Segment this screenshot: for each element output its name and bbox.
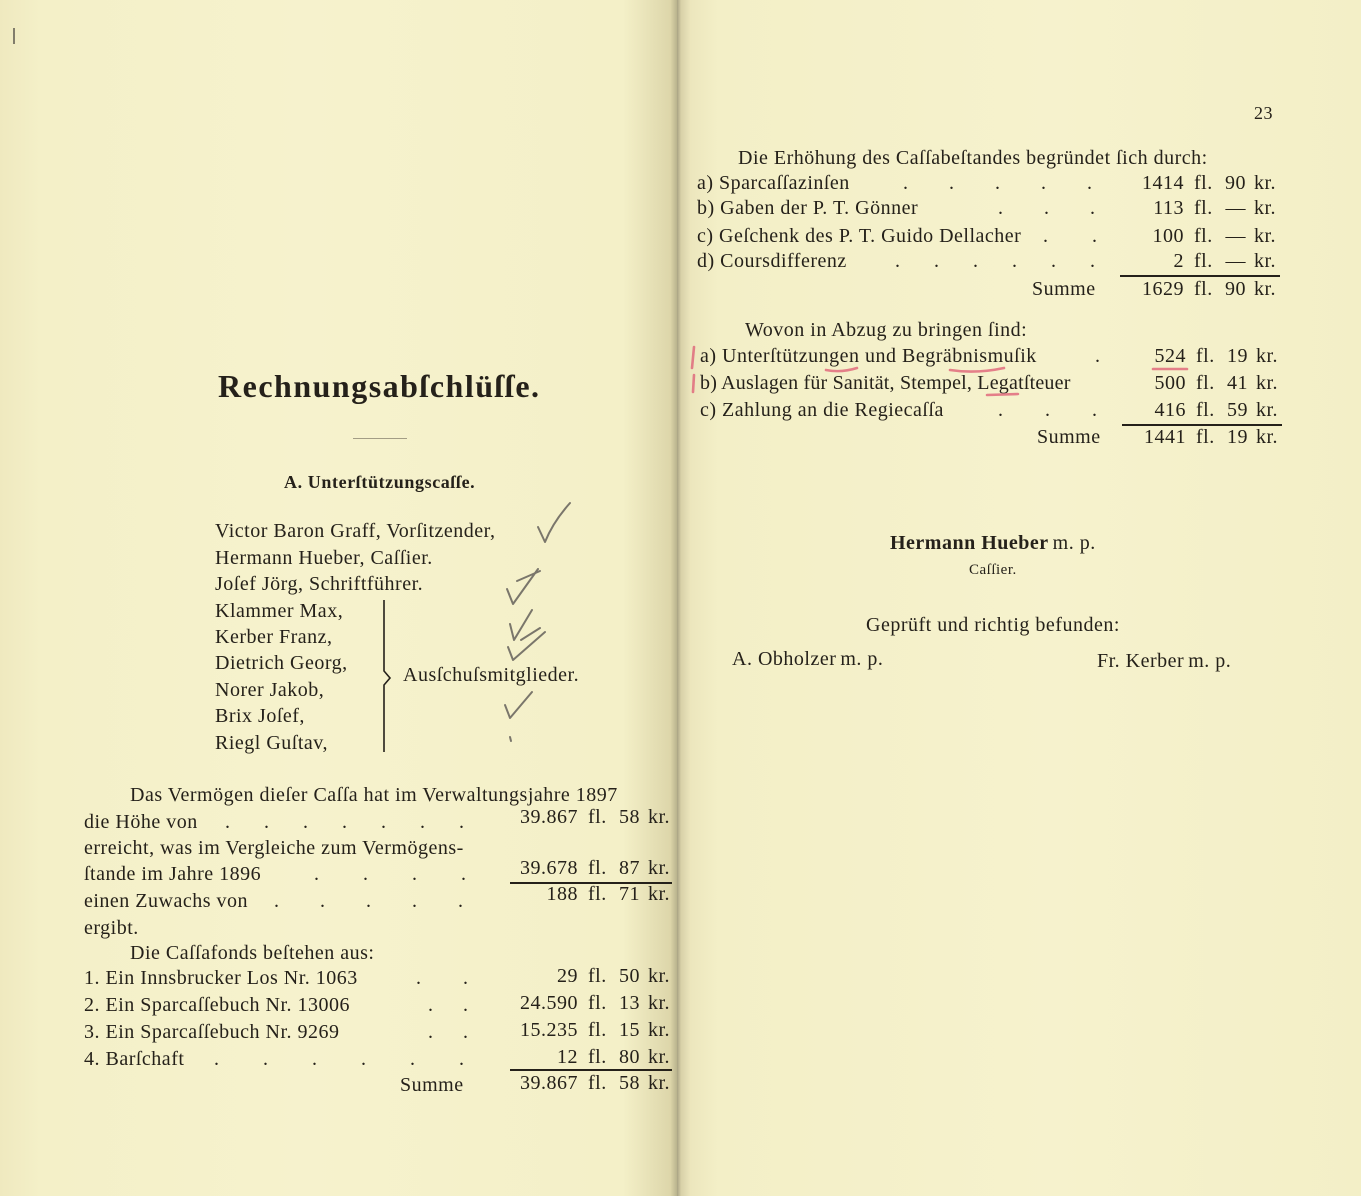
- kreuzer-unit: kr.: [648, 1046, 671, 1068]
- dot-leader: . . . .: [314, 863, 466, 885]
- assets-line-3: erreicht, was im Vergleiche zum Vermögens-: [84, 837, 464, 859]
- page-title: Rechnungsabſchlüſſe.: [218, 368, 541, 404]
- cashier-suffix: m. p.: [1052, 532, 1096, 554]
- kreuzer-unit: kr.: [1254, 250, 1277, 272]
- committee-member: Klammer Max,: [215, 600, 344, 622]
- dot-leader: .: [1095, 345, 1100, 367]
- funds-intro: Die Caſſafonds beſtehen aus:: [130, 942, 375, 964]
- gulden-unit: fl.: [1194, 172, 1213, 194]
- fund-amount: [498, 1018, 674, 1042]
- section-heading: A. Unterſtützungscaſſe.: [284, 472, 476, 492]
- officer-cashier: Hermann Hueber, Caſſier.: [215, 547, 433, 569]
- increase-sum-amount: [1104, 277, 1280, 301]
- gulden-value: 524: [1154, 345, 1186, 367]
- gulden-unit: fl.: [588, 1019, 607, 1041]
- kreuzer-unit: kr.: [648, 1019, 671, 1041]
- gulden-unit: fl.: [1196, 399, 1215, 421]
- gulden-unit: fl.: [588, 883, 607, 905]
- deduction-amount: [1106, 344, 1282, 368]
- kreuzer-value: 59: [1227, 399, 1248, 421]
- gulden-value: 188: [546, 883, 578, 905]
- committee-member: Riegl Guſtav,: [215, 732, 328, 754]
- kreuzer-unit: kr.: [648, 806, 671, 828]
- kreuzer-value: 41: [1227, 372, 1248, 394]
- dot-leader: . . .: [998, 197, 1095, 219]
- gulden-value: 113: [1153, 197, 1184, 219]
- gulden-value: 12: [557, 1046, 578, 1068]
- kreuzer-unit: kr.: [1256, 426, 1279, 448]
- amount-total-1897: [498, 805, 674, 829]
- kreuzer-value: 19: [1227, 426, 1248, 448]
- officer-secretary: Joſef Jörg, Schriftführer.: [215, 573, 424, 595]
- auditor-name: A. Obholzer: [732, 648, 837, 670]
- kreuzer-unit: kr.: [648, 992, 671, 1014]
- gulden-unit: fl.: [588, 857, 607, 879]
- kreuzer-value: 58: [619, 1072, 640, 1094]
- kreuzer-value: 50: [619, 965, 640, 987]
- gulden-unit: fl.: [1194, 225, 1213, 247]
- deduction-item: a) Unterſtützungen und Begräbnismuſik: [700, 345, 1037, 367]
- dot-leader: . . . . . .: [214, 1048, 464, 1070]
- cashier-signature: [890, 531, 1096, 555]
- gulden-unit: fl.: [1196, 372, 1215, 394]
- assets-line-5: einen Zuwachs von: [84, 890, 249, 912]
- gulden-value: 15.235: [520, 1019, 578, 1041]
- fund-item: 1. Ein Innsbrucker Los Nr. 1063: [84, 967, 358, 989]
- auditor-signature: [732, 647, 883, 671]
- kreuzer-unit: kr.: [648, 1072, 671, 1094]
- increase-item: d) Coursdifferenz: [697, 250, 847, 272]
- page-number: 23: [1254, 103, 1273, 123]
- increase-item: a) Sparcaſſazinſen: [697, 172, 850, 194]
- assets-line-2: die Höhe von: [84, 811, 198, 833]
- deduction-sum-label: Summe: [1037, 426, 1101, 448]
- increase-item: c) Geſchenk des P. T. Guido Dellacher: [697, 225, 1022, 247]
- gulden-unit: fl.: [1196, 345, 1215, 367]
- cashier-role: Caſſier.: [969, 562, 1017, 578]
- gulden-value: 39.867: [520, 1072, 578, 1094]
- cashier-name: Hermann Hueber: [890, 532, 1049, 554]
- officer-chairman: Victor Baron Graff, Vorſitzender,: [215, 520, 496, 542]
- gulden-unit: fl.: [588, 992, 607, 1014]
- gulden-value: 416: [1154, 399, 1186, 421]
- increase-sum-label: Summe: [1032, 278, 1096, 300]
- dot-leader: . . . . . . .: [225, 811, 464, 833]
- deduction-intro: Wovon in Abzug zu bringen ſind:: [745, 319, 1028, 341]
- kreuzer-value: 80: [619, 1046, 640, 1068]
- fund-item: 4. Barſchaft: [84, 1048, 185, 1070]
- kreuzer-value: 13: [619, 992, 640, 1014]
- gulden-value: 1441: [1144, 426, 1186, 448]
- kreuzer-value: —: [1225, 250, 1246, 272]
- fund-amount: [498, 964, 674, 988]
- increase-amount: [1104, 196, 1280, 220]
- kreuzer-value: 87: [619, 857, 640, 879]
- gulden-value: 2: [1173, 250, 1184, 272]
- kreuzer-value: 90: [1225, 172, 1246, 194]
- increase-item: b) Gaben der P. T. Gönner: [697, 197, 919, 219]
- dot-leader: . .: [428, 1021, 468, 1043]
- kreuzer-unit: kr.: [1254, 225, 1277, 247]
- kreuzer-value: 90: [1225, 278, 1246, 300]
- deduction-item: c) Zahlung an die Regiecaſſa: [700, 399, 944, 421]
- increase-amount: [1104, 249, 1280, 273]
- gulden-value: 39.867: [520, 806, 578, 828]
- gulden-value: 500: [1154, 372, 1186, 394]
- funds-sum-label: Summe: [400, 1074, 464, 1096]
- deduction-sum-amount: [1106, 425, 1282, 449]
- committee-member: Kerber Franz,: [215, 626, 333, 648]
- gulden-value: 24.590: [520, 992, 578, 1014]
- kreuzer-unit: kr.: [1256, 345, 1279, 367]
- fund-amount: [498, 991, 674, 1015]
- gulden-unit: fl.: [1194, 278, 1213, 300]
- auditor-name: Fr. Kerber: [1097, 650, 1185, 672]
- deduction-amount: [1106, 371, 1282, 395]
- amount-total-1896: [498, 856, 674, 880]
- gulden-value: 1629: [1142, 278, 1184, 300]
- kreuzer-value: —: [1225, 225, 1246, 247]
- gulden-value: 29: [557, 965, 578, 987]
- audit-statement: Geprüft und richtig befunden:: [866, 614, 1120, 636]
- gulden-value: 100: [1152, 225, 1184, 247]
- auditor-suffix: m. p.: [1188, 650, 1232, 672]
- fund-item: 3. Ein Sparcaſſebuch Nr. 9269: [84, 1021, 340, 1043]
- kreuzer-value: 19: [1227, 345, 1248, 367]
- deduction-amount: [1106, 398, 1282, 422]
- dot-leader: . .: [428, 994, 468, 1016]
- gulden-value: 1414: [1142, 172, 1184, 194]
- gulden-unit: fl.: [1194, 250, 1213, 272]
- kreuzer-unit: kr.: [1254, 197, 1277, 219]
- kreuzer-unit: kr.: [1254, 278, 1277, 300]
- committee-member: Norer Jakob,: [215, 679, 325, 701]
- gulden-unit: fl.: [588, 806, 607, 828]
- auditor-suffix: m. p.: [840, 648, 884, 670]
- deduction-item: b) Auslagen für Sanität, Stempel, Legatſteuer: [700, 372, 1071, 394]
- kreuzer-value: 15: [619, 1019, 640, 1041]
- kreuzer-value: 71: [619, 883, 640, 905]
- gulden-unit: fl.: [588, 965, 607, 987]
- kreuzer-value: 58: [619, 806, 640, 828]
- gulden-unit: fl.: [588, 1072, 607, 1094]
- dot-leader: . .: [1043, 225, 1097, 247]
- kreuzer-unit: kr.: [648, 857, 671, 879]
- kreuzer-value: —: [1225, 197, 1246, 219]
- gulden-unit: fl.: [588, 1046, 607, 1068]
- dot-leader: . . . . .: [903, 172, 1092, 194]
- title-divider: [353, 438, 407, 439]
- increase-amount: [1104, 224, 1280, 248]
- committee-member: Brix Joſef,: [215, 705, 305, 727]
- assets-line-4: ſtande im Jahre 1896: [84, 863, 262, 885]
- kreuzer-unit: kr.: [1256, 372, 1279, 394]
- dot-leader: . . .: [998, 399, 1097, 421]
- amount-increase: [498, 882, 674, 906]
- kreuzer-unit: kr.: [648, 883, 671, 905]
- kreuzer-unit: kr.: [648, 965, 671, 987]
- fund-amount: [498, 1045, 674, 1069]
- kreuzer-unit: kr.: [1256, 399, 1279, 421]
- gulden-unit: fl.: [1194, 197, 1213, 219]
- assets-line-1: Das Vermögen dieſer Caſſa hat im Verwaltungsjahre 1897: [130, 784, 618, 806]
- auditor-signature: [1097, 649, 1231, 673]
- dot-leader: . .: [416, 967, 468, 989]
- left-page: [0, 0, 677, 1196]
- fund-item: 2. Ein Sparcaſſebuch Nr. 13006: [84, 994, 351, 1016]
- committee-member: Dietrich Georg,: [215, 652, 348, 674]
- kreuzer-unit: kr.: [1254, 172, 1277, 194]
- dot-leader: . . . . .: [274, 890, 463, 912]
- gulden-value: 39.678: [520, 857, 578, 879]
- funds-sum-amount: [498, 1071, 674, 1095]
- assets-line-6: ergibt.: [84, 917, 139, 939]
- committee-label: Ausſchuſsmitglieder.: [403, 664, 580, 686]
- increase-intro: Die Erhöhung des Caſſabeſtandes begründet ſich durch:: [738, 147, 1208, 169]
- increase-amount: [1104, 171, 1280, 195]
- gulden-unit: fl.: [1196, 426, 1215, 448]
- dot-leader: . . . . . .: [895, 250, 1095, 272]
